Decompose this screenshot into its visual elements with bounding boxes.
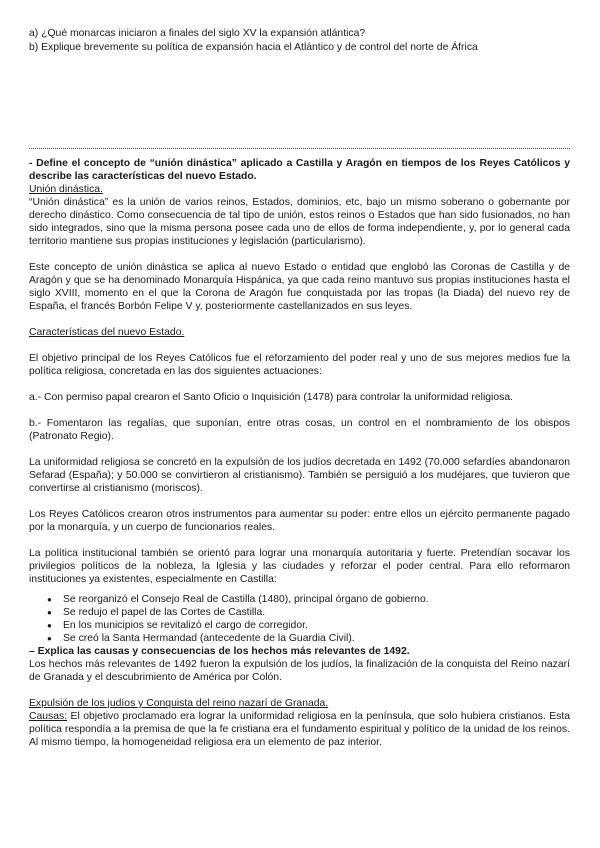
paragraph-inquisicion: a.- Con permiso papal crearon el Santo Oficio o Inquisición (1478) para controlar la uniformidad religiosa.: [29, 392, 513, 403]
reform-list: [29, 593, 570, 645]
section1-title: - Define el concepto de “unión dinástica” aplicado a Castilla y Aragón en tiempos de los Reyes Católicos y describe las características del nuevo Estado.: [29, 158, 570, 182]
list-item: ● Se redujo el papel de las Cortes de Castilla.: [29, 606, 570, 619]
paragraph-instrumentos: Los Reyes Católicos crearon otros instrumentos para aumentar su poder: entre ellos un ejército permanente pagado por la monarquía, y un cuerpo de funcionarios reales.: [29, 509, 570, 533]
section1-subheading-caracteristicas: Características del nuevo Estado.: [29, 327, 185, 338]
dotted-divider: [29, 148, 570, 149]
section1-subheading-union: Unión dinástica.: [29, 184, 103, 195]
causas-text: El objetivo proclamado era lograr la uniformidad religiosa en la península, que solo hubiera cristianos. Esta política respondía a la premisa de que la fe cristiana era el fundamento espiritual y político de la unidad de los reinos. Al mismo tiempo, la homogeneidad religiosa era un elemento de paz interior.: [29, 711, 570, 748]
section2-subheading-expulsion: Expulsión de los judíos y Conquista del reino nazarí de Granada.: [29, 698, 329, 709]
paragraph-politica-institucional: La política institucional también se orientó para lograr una monarquía autoritaria y fuerte. Pretendían socavar los privilegios políticos de la nobleza, la Iglesia y las ciudades y reforzar el poder central. Para ello reformaron instituciones ya existentes, especialmente en Castilla:: [29, 548, 570, 585]
paragraph-monarquia-hispanica: Este concepto de unión dinástica se aplica al nuevo Estado o entidad que englobó las Coronas de Castilla y de Aragón y que se ha denominado Monarquía Hispánica, ya que cada reino mantuvo sus propias instituciones hasta el siglo XVIII, momento en el que la Corona de Aragón fue conquistada por las tropas (la Diada) del nuevo rey de España, el francés Borbón Felipe V y, posteriormente castellanizados en sus leyes.: [29, 262, 570, 312]
paragraph-objetivo: El objetivo principal de los Reyes Católicos fue el reforzamiento del poder real y uno de sus mejores medios fue la política religiosa, concretada en las dos siguientes actuaciones:: [29, 353, 570, 377]
document-body: [29, 157, 570, 749]
paragraph-union-definition: “Unión dinástica” es la unión de varios reinos, Estados, dominios, etc, bajo un mismo soberano o gobernante por derecho dinástico. Como consecuencia de tal tipo de unión, estos reinos o Estados que han sido fusionados, no han sido integrados, sino que la misma persona posee cada uno de ellos de forma independiente, y, por lo general cada territorio mantiene sus propias instituciones y legislación (particularismo).: [29, 197, 570, 247]
causas-label: Causas:: [29, 711, 68, 722]
paragraph-regalias: b.- Fomentaron las regalías, que suponían, entre otras cosas, un control en el nombramiento de los obispos (Patronato Regio).: [29, 418, 570, 442]
question-a: a) ¿Qué monarcas iniciaron a finales del siglo XV la expansión atlántica?: [29, 28, 366, 39]
list-item: ● En los municipios se revitalizó el cargo de corregidor.: [29, 619, 570, 632]
section2-title: – Explica las causas y consecuencias de los hechos más relevantes de 1492.: [29, 646, 410, 657]
list-item: ● Se reorganizó el Consejo Real de Castilla (1480), principal órgano de gobierno.: [29, 593, 570, 606]
paragraph-uniformidad: La uniformidad religiosa se concretó en la expulsión de los judíos decretada en 1492 (70.000 sefardíes abandonaron Sefarad (España); y 50.000 se convirtieron al cristianismo). También se persiguió a los mudéjares, que tuvieron que convertirse al cristianismo (moriscos).: [29, 457, 570, 494]
paragraph-causas: [29, 710, 570, 749]
list-item: ● Se creó la Santa Hermandad (antecedente de la Guardia Civil).: [29, 632, 570, 645]
paragraph-hechos-1492: Los hechos más relevantes de 1492 fueron la expulsión de los judíos, la finalización de la conquista del Reino nazarí de Granada y el descubrimiento de América por Colón.: [29, 659, 570, 683]
question-b: b) Explique brevemente su política de expansión hacia el Atlántico y de control del norte de África: [29, 42, 478, 53]
